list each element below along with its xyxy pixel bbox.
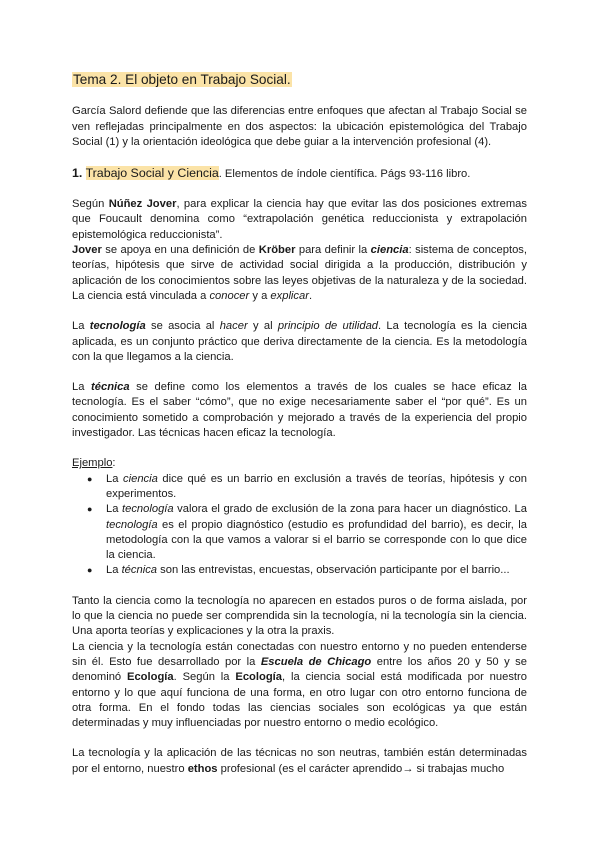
text-run: se define como los elementos a través de los cuales se hace eficaz la tecnología. Es el saber “cómo”, que no exige necesariamente saber el “por qué”. Es un conocimiento sometido a comprobación y mejorado a través de la experiencia del propio investigador. Las técnicas hacen eficaz la tecnología. xyxy=(72,381,527,440)
text-run: valora el grado de exclusión de la zona para hacer un diagnóstico. La xyxy=(173,503,527,516)
paragraph-ciencia-tecnologia: Tanto la ciencia como la tecnología no aparecen en estados puros o de forma aislada, por lo que la ciencia no puede ser comprendida sin la tecnología, ni la tecnología sin la ciencia. Una aporta teorías y explicaciones y la otra la praxis. xyxy=(72,594,527,638)
text-run: . Según la xyxy=(173,671,236,684)
section-heading xyxy=(72,165,527,182)
paragraph-nunez-jover xyxy=(72,197,527,243)
section-subtitle: . Elementos de índole científica. Págs 93-116 libro. xyxy=(218,168,471,181)
text-run: , la ciencia social está modificada por nuestro entorno y lo que aquí funciona de una forma, en otro lugar con otro entorno funciona de otra forma. En el fondo todas las ciencias sociales son ecológicas ya que están determinadas y muy influenciadas por nuestro entorno o medio ecológico. xyxy=(72,671,527,730)
text-run: : sistema de conceptos, teorías, hipótesis que sirve de actividad social dirigida a la producción, distribución y aplicación de los conocimientos sobre las leyes objetivas de la naturaleza y de la sociedad. La ciencia está vinculada a xyxy=(72,244,527,302)
page-title: Tema 2. El objeto en Trabajo Social. xyxy=(73,72,291,87)
text-run: La xyxy=(72,320,90,333)
term-ecologia: Ecología xyxy=(127,671,174,684)
section-title: Trabajo Social y Ciencia xyxy=(85,166,219,181)
list-item xyxy=(106,472,527,503)
term-ecologia: Ecología xyxy=(235,671,282,684)
text-run: es el propio diagnóstico (estudio es profundidad del barrio), es decir, la metodología con la que vamos a valorar si el barrio se corresponde con lo que dice la ciencia. xyxy=(106,518,527,562)
intro-paragraph: García Salord defiende que las diferencias entre enfoques que afectan al Trabajo Social se ven reflejadas principalmente en dos aspectos: la ubicación epistemológica del Trabajo Social (1) y la orientación ideológica que debe guiar a la intervención profesional (4). xyxy=(72,105,527,148)
term-utilidad: principio de utilidad xyxy=(277,320,379,333)
term-ciencia: ciencia xyxy=(123,472,158,485)
text-run: se apoya en una definición de xyxy=(101,244,259,257)
author-name: Jover xyxy=(72,244,102,257)
term-hacer: hacer xyxy=(219,320,248,333)
example-label: Ejemplo xyxy=(72,457,113,470)
text-run: La tecnología y la aplicación de las técnicas no son neutras, también están determinadas por el entorno, nuestro xyxy=(72,747,527,775)
term-tecnologia: tecnología xyxy=(89,320,146,333)
term-escuela-chicago: Escuela de Chicago xyxy=(260,655,372,668)
example-heading xyxy=(72,456,527,471)
paragraph-ciencia-definition xyxy=(72,243,527,304)
text-run: La xyxy=(106,472,124,485)
text-run: La xyxy=(106,503,122,516)
author-name: Núñez Jover xyxy=(108,198,177,211)
text-run: para definir la xyxy=(295,244,371,257)
list-item xyxy=(106,563,527,578)
section-number: 1. xyxy=(72,166,83,181)
paragraph-ethos xyxy=(72,746,527,777)
text-run: son las entrevistas, encuestas, observación participante por el barrio... xyxy=(157,564,510,577)
list-item xyxy=(106,502,527,563)
text-run: dice qué es un barrio en exclusión a través de teorías, hipótesis y con experimentos. xyxy=(106,472,527,500)
text-run: y a xyxy=(249,289,271,302)
author-name: Kröber xyxy=(258,244,296,257)
paragraph-tecnica xyxy=(72,380,527,441)
text-run: entre los años 20 y 50 y se denominó xyxy=(72,655,528,684)
term-conocer: conocer xyxy=(209,289,250,302)
text-run: , para explicar la ciencia hay que evitar las dos posiciones extremas que Foucault denomina como “extrapolación genética reduccionista y extrapolación epistemológica reduccionista”. xyxy=(72,198,527,241)
text-run: : xyxy=(112,457,116,470)
term-tecnica: técnica xyxy=(91,381,130,394)
text-run: se asocia al xyxy=(145,320,220,333)
term-tecnologia: tecnología xyxy=(122,503,174,516)
text-run: La ciencia y la tecnología están conectadas con nuestro entorno y no pueden entenderse sin él. Esto fue desarrollado por la xyxy=(72,640,527,668)
text-run: profesional (es el carácter aprendido→ si trabajas mucho xyxy=(217,762,505,775)
text-run: . La tecnología es la ciencia aplicada, es un conjunto práctico que deriva directamente de la ciencia. Es la metodología con la que llegamos a la ciencia. xyxy=(72,320,527,363)
example-list xyxy=(72,472,527,579)
term-tecnica: técnica xyxy=(121,564,158,577)
term-explicar: explicar xyxy=(270,289,309,302)
term-ciencia: ciencia xyxy=(370,244,409,257)
text-run: La xyxy=(106,564,122,577)
text-run: Según xyxy=(72,198,109,211)
text-run: y al xyxy=(247,320,278,333)
term-ethos: ethos xyxy=(187,762,218,775)
paragraph-ecologia xyxy=(72,640,527,732)
text-run: La xyxy=(72,381,92,394)
term-tecnologia: tecnología xyxy=(106,518,158,531)
paragraph-tecnologia xyxy=(72,319,527,365)
text-run: . xyxy=(308,289,313,302)
title-block xyxy=(72,71,527,89)
